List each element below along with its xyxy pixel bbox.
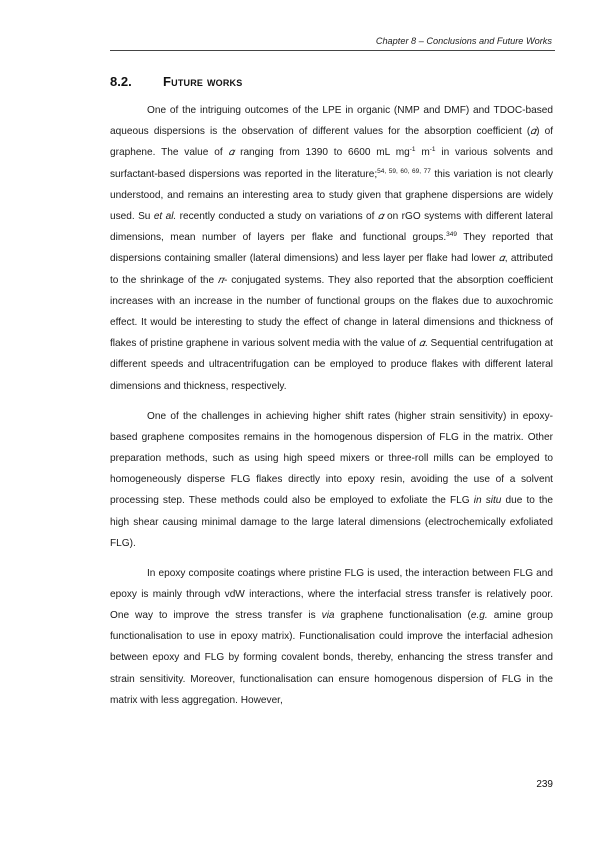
text-run: this variation is not clearly understood, and remains an interesting area to study given that graphene dispersions are widely used. Su <box>110 168 553 223</box>
alpha-symbol: 𝛼 <box>418 338 425 350</box>
citation-superscript: 54, 59, 60, 69, 77 <box>377 167 431 175</box>
alpha-symbol: 𝛼 <box>498 253 505 265</box>
text-run: - conjugated systems. They also reported that the absorption coefficient increases with an increase in the number of functional groups on the flakes due to auxochromic effect. It would be interesting to study the effect of change in lateral dimensions and thickness of flakes of pristine graphene in various solvent media with the value of <box>110 274 553 350</box>
citation-superscript: 349 <box>446 231 458 239</box>
superscript-exponent: -1 <box>429 146 436 154</box>
section-title: Future works <box>163 74 243 89</box>
superscript-exponent: -1 <box>409 146 416 154</box>
text-run: One of the challenges in achieving higher shift rates (higher strain sensitivity) in epoxy-based graphene composites remains in the homogenous dispersion of FLG in the matrix. Other preparation methods, such as using high speed mixers or three-roll mills can be employed to homogeneously disperse FLG flakes directly into epoxy resin, avoiding the use of a solvent processing step. These methods could also be employed to exfoliate the FLG <box>110 410 553 507</box>
text-run: . Sequential centrifugation at different speeds and ultracentrifugation can be employed to produce flakes with different lateral dimensions and thickness, respectively. <box>110 338 553 392</box>
paragraph-dispersion-challenges <box>110 406 553 554</box>
text-run: One of the intriguing outcomes of the LPE in organic (NMP and DMF) and TDOC-based aqueous dispersions is the observation of different values for the absorption coefficient ( <box>110 105 553 138</box>
text-run: ) of graphene. The value of <box>110 126 553 159</box>
italic-via: via <box>321 610 335 622</box>
italic-et-al: et al. <box>153 211 177 223</box>
alpha-symbol: 𝛼 <box>377 211 384 223</box>
body-text <box>110 100 553 720</box>
text-run: They reported that dispersions containing smaller (lateral dimensions) and less layer per flake had lower <box>110 232 553 265</box>
paragraph-functionalisation <box>110 563 553 711</box>
text-run: In epoxy composite coatings where pristine FLG is used, the interaction between FLG and epoxy is mainly through vdW interactions, where the interfacial stress transfer is relatively poor. One way to improve the stress transfer is <box>110 567 553 622</box>
text-run: recently conducted a study on variations of <box>176 211 378 223</box>
paragraph-absorption-coefficient <box>110 100 553 397</box>
text-run: ranging from 1390 to 6600 mL mg <box>234 147 410 159</box>
text-run: amine group functionalisation to use in epoxy matrix). Functionalisation could improve the interfacial adhesion between epoxy and FLG by forming covalent bonds, thereby, enhancing the stress transfer and strain sensitivity. Moreover, functionalisation can ensure homogenous dispersion of FLG in the matrix with less aggregation. However, <box>110 610 553 706</box>
alpha-symbol: 𝛼 <box>530 126 537 138</box>
text-run: m <box>415 147 430 159</box>
section-number: 8.2. <box>110 74 132 89</box>
text-run: due to the high shear causing minimal damage to the large lateral dimensions (electrochemically exfoliated FLG). <box>110 495 553 549</box>
pi-symbol: 𝜋 <box>218 274 224 286</box>
running-header: Chapter 8 – Conclusions and Future Works <box>375 36 552 46</box>
text-run: graphene functionalisation ( <box>334 610 471 622</box>
alpha-symbol: 𝛼 <box>228 147 235 159</box>
text-run: , attributed to the shrinkage of the <box>110 253 553 286</box>
section-heading <box>110 74 242 89</box>
text-run: in various solvents and surfactant-based dispersions was reported in the literature; <box>110 147 553 180</box>
italic-in-situ: in situ <box>473 495 502 507</box>
header-rule <box>110 50 555 51</box>
text-run: on rGO systems with different lateral dimensions, mean number of layers per flake and functional groups. <box>110 211 553 244</box>
page-number: 239 <box>536 779 553 790</box>
italic-eg: e.g. <box>470 610 488 622</box>
